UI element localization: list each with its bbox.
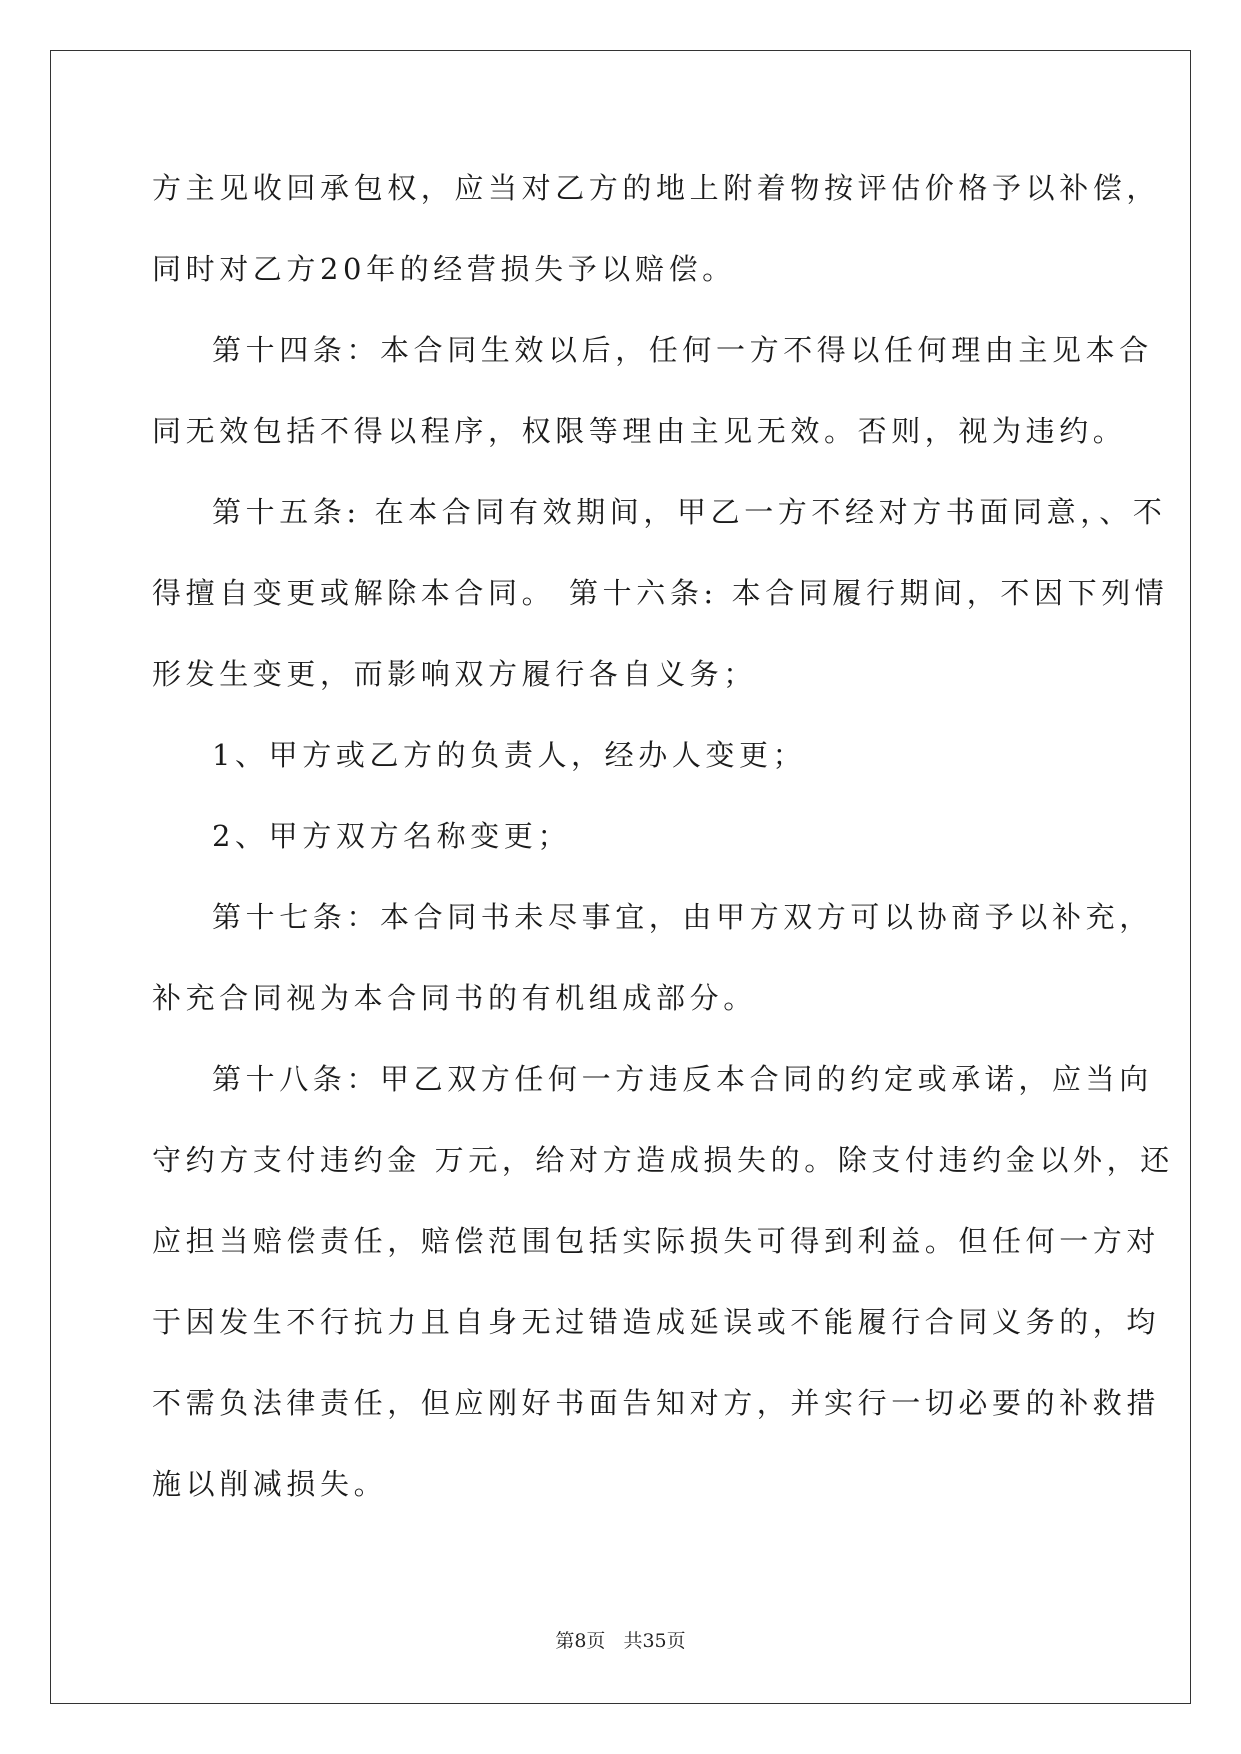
page-footer — [0, 1626, 1241, 1653]
text-line: 形发生变更，而影响双方履行各自义务； — [152, 657, 757, 691]
text-line: 守约方支付违约金 万元，给对方造成损失的。除支付违约金以外，还 — [152, 1143, 1174, 1177]
text-line: 第十四条：本合同生效以后，任何一方不得以任何理由主见本合 — [212, 333, 1153, 367]
text-line: 第十八条：甲乙双方任何一方违反本合同的约定或承诺，应当向 — [212, 1062, 1153, 1096]
text-line: 不需负法律责任，但应刚好书面告知对方，并实行一切必要的补救措 — [152, 1386, 1161, 1420]
text-line: 1、甲方或乙方的负责人，经办人变更； — [212, 738, 807, 772]
text-line: 于因发生不行抗力且自身无过错造成延误或不能履行合同义务的，均 — [152, 1305, 1161, 1339]
page-number: 第8页 — [555, 1630, 606, 1652]
text-line: 同无效包括不得以程序，权限等理由主见无效。否则，视为违约。 — [152, 414, 1127, 448]
text-line: 同时对乙方20年的经营损失予以赔偿。 — [152, 252, 736, 286]
text-line: 第十七条：本合同书未尽事宜，由甲方双方可以协商予以补充， — [212, 900, 1153, 934]
page-total: 共35页 — [623, 1630, 686, 1652]
text-line: 应担当赔偿责任，赔偿范围包括实际损失可得到利益。但任何一方对 — [152, 1224, 1161, 1258]
text-line: 补充合同视为本合同书的有机组成部分。 — [152, 981, 757, 1015]
document-body — [152, 148, 1174, 1525]
text-line: 2、甲方双方名称变更； — [212, 819, 572, 853]
text-line: 第十五条: 在本合同有效期间，甲乙一方不经对方书面同意，、不 — [212, 495, 1167, 529]
text-line: 方主见收回承包权，应当对乙方的地上附着物按评估价格予以补偿， — [152, 171, 1161, 205]
text-line: 施以削减损失。 — [152, 1467, 388, 1501]
text-line: 得擅自变更或解除本合同。 第十六条: 本合同履行期间，不因下列情 — [152, 576, 1169, 610]
